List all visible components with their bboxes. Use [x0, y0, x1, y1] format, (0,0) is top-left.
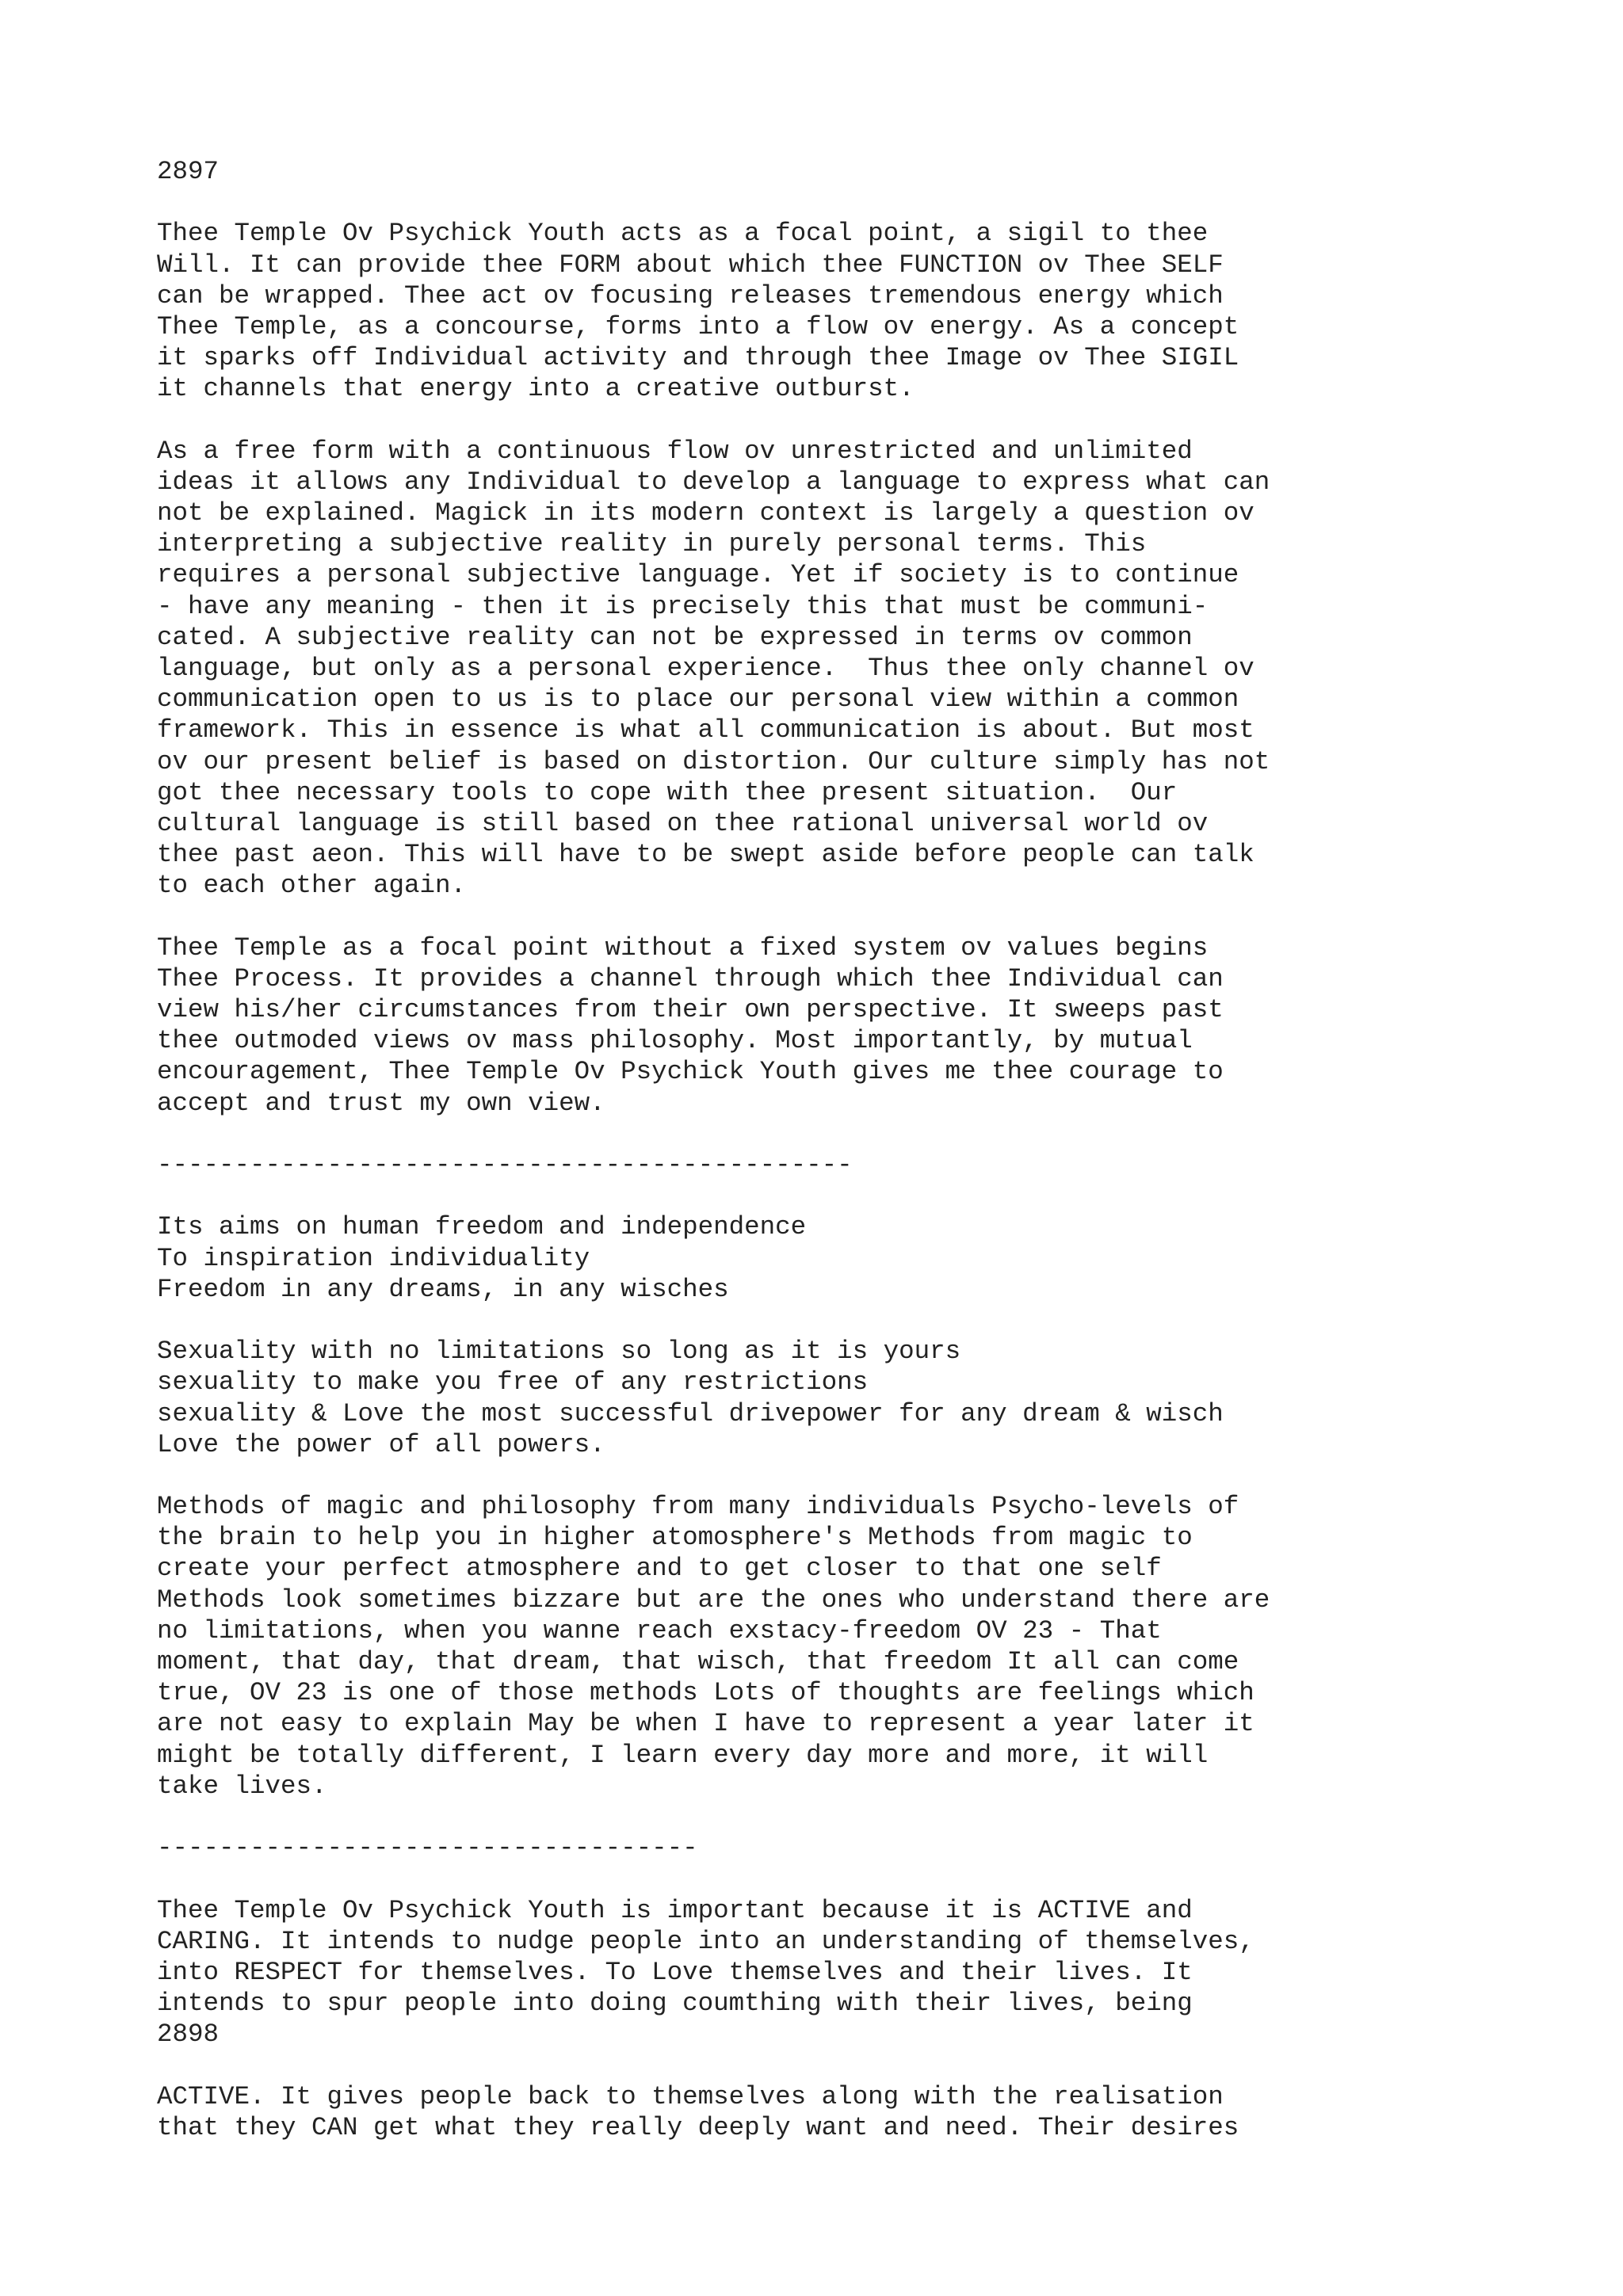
text-line: Thee Temple as a focal point without a fixed system ov values begins [157, 933, 1209, 963]
text-line: got thee necessary tools to cope with thee present situation. Our [157, 777, 1178, 807]
text-line: cultural language is still based on thee rational universal world ov [157, 808, 1209, 838]
blank-line [157, 405, 1583, 436]
blank-line [157, 1460, 1583, 1491]
blank-line [157, 1119, 1583, 1150]
text-line: thee past aeon. This will have to be swept aside before people can talk [157, 840, 1254, 870]
separator-line: --------------------------------------------- [157, 1150, 853, 1180]
text-line: Thee Process. It provides a channel through which thee Individual can [157, 963, 1224, 994]
text-line: Methods of magic and philosophy from many individuals Psycho-levels of [157, 1492, 1239, 1522]
text-line: ideas it allows any Individual to develop a language to express what can [157, 467, 1270, 497]
text-line: no limitations, when you wanne reach exstacy-freedom OV 23 - That [157, 1615, 1162, 1646]
text-line: create your perfect atmosphere and to get closer to that one self [157, 1554, 1162, 1584]
text-line: Thee Temple Ov Psychick Youth is important because it is ACTIVE and [157, 1895, 1193, 1925]
text-line: view his/her circumstances from their own perspective. It sweeps past [157, 995, 1224, 1025]
text-line: can be wrapped. Thee act ov focusing releases tremendous energy which [157, 280, 1224, 311]
text-line: - have any meaning - then it is precisely this that must be communi- [157, 591, 1209, 621]
text-line: Methods look sometimes bizzare but are the ones who understand there are [157, 1585, 1270, 1615]
text-line: into RESPECT for themselves. To Love themselves and their lives. It [157, 1957, 1193, 1987]
text-line: cated. A subjective reality can not be expressed in terms ov common [157, 622, 1193, 652]
text-line: requires a personal subjective language. Yet if society is to continue [157, 560, 1239, 590]
text-line: to each other again. [157, 871, 467, 901]
text-line: that they CAN get what they really deeply want and need. Their desires [157, 2112, 1239, 2142]
blank-line [157, 1802, 1583, 1833]
text-line: it sparks off Individual activity and through thee Image ov Thee SIGIL [157, 343, 1239, 373]
blank-line [157, 2050, 1583, 2081]
text-line: accept and trust my own view. [157, 1088, 605, 1118]
text-line: Will. It can provide thee FORM about which thee FUNCTION ov Thee SELF [157, 250, 1224, 280]
text-line: true, OV 23 is one of those methods Lots of thoughts are feelings which [157, 1678, 1254, 1708]
text-line: are not easy to explain May be when I have to represent a year later it [157, 1709, 1254, 1739]
blank-line [157, 187, 1583, 218]
text-line: Its aims on human freedom and independence [157, 1212, 807, 1242]
text-line: sexuality to make you free of any restrictions [157, 1367, 869, 1398]
text-line: might be totally different, I learn every day more and more, it will [157, 1740, 1209, 1770]
text-line: take lives. [157, 1771, 327, 1801]
text-line: not be explained. Magick in its modern context is largely a question ov [157, 498, 1254, 528]
text-line: interpreting a subjective reality in purely personal terms. This [157, 529, 1147, 559]
blank-line [157, 902, 1583, 933]
text-line: Freedom in any dreams, in any wisches [157, 1274, 729, 1304]
text-line: framework. This in essence is what all communication is about. But most [157, 715, 1254, 746]
text-line: communication open to us is to place our personal view within a common [157, 685, 1239, 715]
text-line: As a free form with a continuous flow ov unrestricted and unlimited [157, 436, 1193, 466]
text-line: ACTIVE. It gives people back to themselves along with the realisation [157, 2081, 1224, 2111]
text-line: ov our present belief is based on distortion. Our culture simply has not [157, 746, 1270, 776]
text-line: CARING. It intends to nudge people into an understanding of themselves, [157, 1926, 1254, 1956]
text-line: encouragement, Thee Temple Ov Psychick Youth gives me thee courage to [157, 1057, 1224, 1087]
text-line: To inspiration individuality [157, 1243, 590, 1273]
text-line: language, but only as a personal experience. Thus thee only channel ov [157, 654, 1254, 683]
text-line: Thee Temple Ov Psychick Youth acts as a focal point, a sigil to thee [157, 219, 1209, 249]
text-line: Thee Temple, as a concourse, forms into a flow ov energy. As a concept [157, 311, 1239, 341]
text-line: moment, that day, that dream, that wisch, that freedom It all can come [157, 1647, 1239, 1676]
page-number: 2897 [157, 157, 220, 186]
separator-line: ----------------------------------- [157, 1833, 698, 1863]
blank-line [157, 1305, 1583, 1336]
text-line: Sexuality with no limitations so long as it is yours [157, 1337, 961, 1367]
blank-line [157, 1180, 1583, 1211]
text-line: sexuality & Love the most successful drivepower for any dream & wisch [157, 1398, 1224, 1428]
text-line: thee outmoded views ov mass philosophy. Most importantly, by mutual [157, 1026, 1193, 1056]
document-page [157, 156, 1583, 2143]
blank-line [157, 1863, 1583, 1894]
text-line: Love the power of all powers. [157, 1429, 605, 1459]
text-line: intends to spur people into doing coumthing with their lives, being [157, 1989, 1193, 2019]
text-line: it channels that energy into a creative outburst. [157, 374, 915, 404]
page-number: 2898 [157, 2019, 220, 2050]
text-line: the brain to help you in higher atomosphere's Methods from magic to [157, 1523, 1193, 1553]
